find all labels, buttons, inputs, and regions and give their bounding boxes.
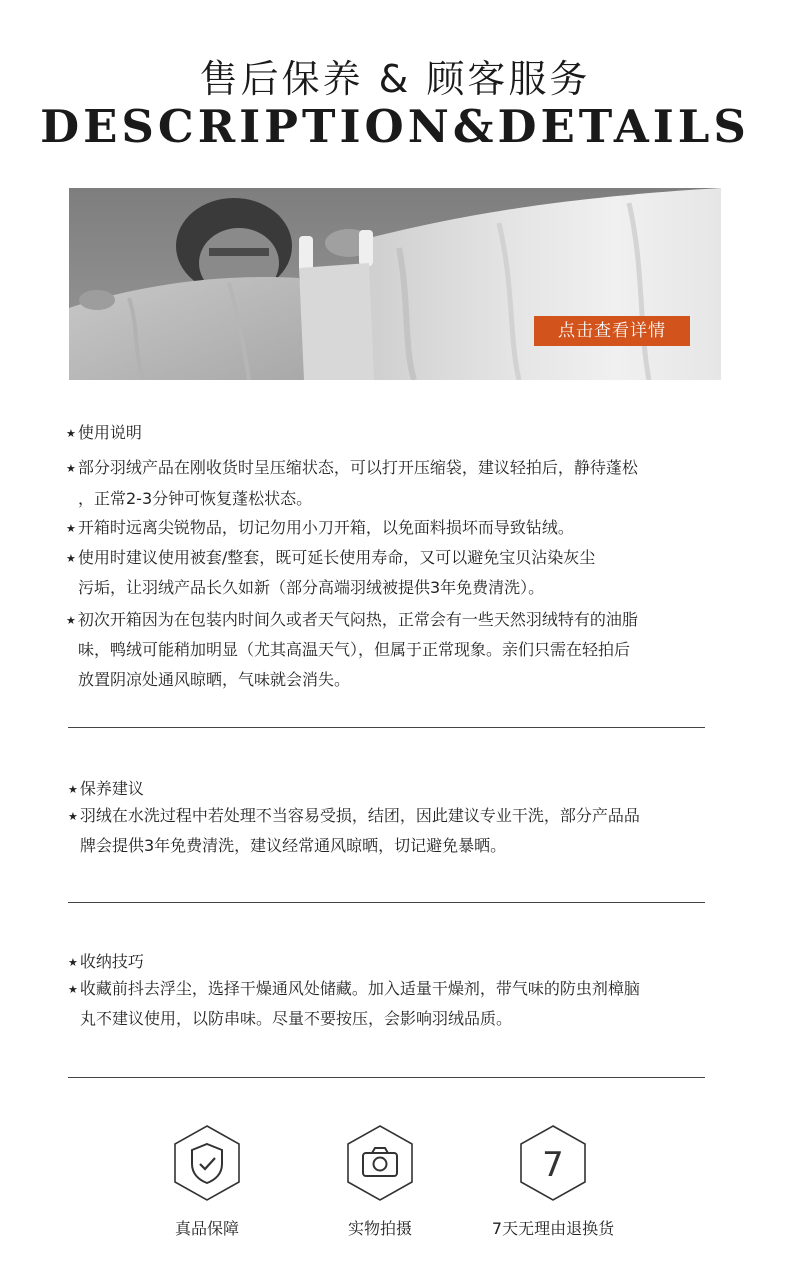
badge-label: 7天无理由退换货 (491, 1219, 615, 1238)
seven-glyph: 7 (542, 1145, 564, 1185)
badge-real-photo (305, 1124, 455, 1239)
badge-label: 实物拍摄 (347, 1219, 412, 1238)
text-line: 味，鸭绒可能稍加明显（尤其高温天气），但属于正常现象。亲们只需在轻拍后 (78, 640, 631, 659)
star-icon: ★ (66, 462, 76, 475)
text-line: ★ 收藏前抖去浮尘，选择干燥通风处储藏。加入适量干燥剂，带气味的防虫剂樟脑 (68, 979, 640, 998)
page-title-en: DESCRIPTION&DETAILS (40, 100, 750, 153)
star-icon: ★ (68, 810, 78, 823)
text-line: ，正常2-3分钟可恢复蓬松状态。 (78, 489, 313, 508)
star-icon: ★ (66, 614, 76, 627)
text-line: 牌会提供3年免费清洗，建议经常通风晾晒，切记避免暴晒。 (80, 836, 507, 855)
section-title: ★ 保养建议 (68, 779, 144, 798)
text-line: ★ 部分羽绒产品在刚收货时呈压缩状态，可以打开压缩袋，建议轻拍后，静待蓬松 (66, 458, 638, 477)
view-details-button[interactable]: 点击查看详情 (534, 316, 690, 346)
star-icon: ★ (66, 427, 76, 440)
page-title-cn: 售后保养 & 顾客服务 (199, 57, 591, 101)
badge-7day-return (478, 1124, 628, 1239)
divider (68, 902, 705, 903)
star-icon: ★ (68, 783, 78, 796)
text-line: 污垢，让羽绒产品长久如新（部分高端羽绒被提供3年免费清洗）。 (78, 578, 545, 597)
text-line: 放置阴凉处通风晾晒，气味就会消失。 (78, 670, 351, 689)
camera-icon (345, 1124, 415, 1202)
text-line: ★ 初次开箱因为在包装内时间久或者天气闷热，正常会有一些天然羽绒特有的油脂 (66, 610, 638, 629)
star-icon: ★ (68, 983, 78, 996)
divider (68, 1077, 705, 1078)
hero-banner (69, 188, 721, 380)
section-title: ★ 收纳技巧 (68, 952, 144, 971)
star-icon: ★ (66, 552, 76, 565)
seven-icon (518, 1124, 588, 1202)
text-line: 丸不建议使用，以防串味。尽量不要按压，会影响羽绒品质。 (80, 1009, 513, 1028)
text-line: ★ 开箱时远离尖锐物品，切记勿用小刀开箱，以免面料损坏而导致钻绒。 (66, 518, 574, 537)
badge-label: 真品保障 (174, 1219, 239, 1238)
divider (68, 727, 705, 728)
hero-photo (69, 188, 721, 380)
text-line: ★ 使用时建议使用被套/整套，既可延长使用寿命，又可以避免宝贝沾染灰尘 (66, 548, 596, 567)
star-icon: ★ (68, 956, 78, 969)
shield-check-icon (172, 1124, 242, 1202)
badge-authentic (132, 1124, 282, 1239)
section-title: ★ 使用说明 (66, 423, 142, 442)
text-line: ★ 羽绒在水洗过程中若处理不当容易受损，结团，因此建议专业干洗，部分产品品 (68, 806, 640, 825)
star-icon: ★ (66, 522, 76, 535)
